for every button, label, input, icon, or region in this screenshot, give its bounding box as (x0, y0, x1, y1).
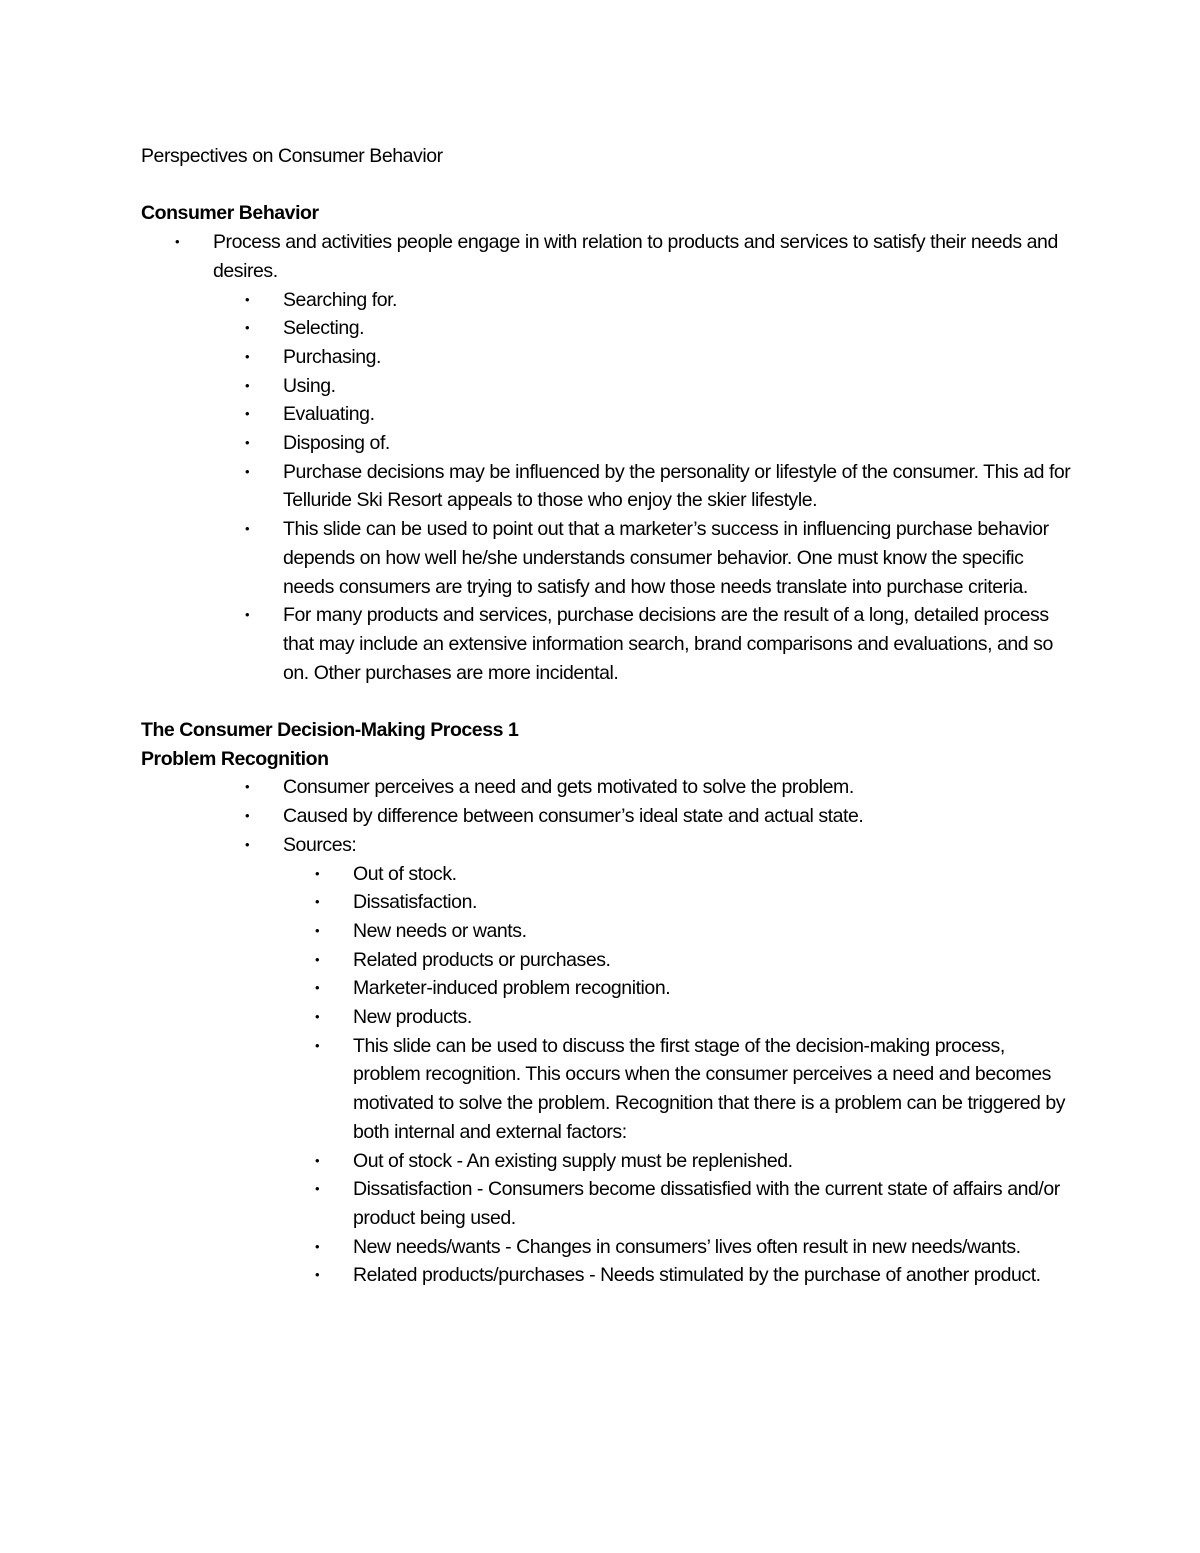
bullet-icon: • (314, 1009, 320, 1025)
list-item-text: Searching for. (283, 288, 398, 311)
bullet-icon: • (244, 607, 250, 623)
bullet-icon: • (244, 435, 250, 451)
list-item (141, 946, 1076, 975)
section-subheading: Problem Recognition (141, 747, 329, 770)
bullet-icon: • (174, 234, 180, 250)
list-item (141, 429, 1076, 458)
bullet-list (141, 773, 1076, 859)
bullet-icon: • (314, 1238, 320, 1254)
list-item-text: Purchase decisions may be influenced by the personality or lifestyle of the consumer. This ad for Telluride Ski Resort appeals to those who enjoy the skier lifestyle. (283, 460, 1071, 512)
spacer (141, 687, 1076, 716)
list-item (141, 1233, 1076, 1262)
bullet-icon: • (244, 463, 250, 479)
bullet-icon: • (244, 377, 250, 393)
list-item-text: New products. (353, 1006, 472, 1029)
list-item-text: Marketer-induced problem recognition. (353, 977, 671, 1000)
list-item (141, 974, 1076, 1003)
bullet-icon: • (314, 1037, 320, 1053)
list-item-text: Purchasing. (283, 345, 382, 368)
list-item (141, 831, 1076, 860)
list-item-text: Selecting. (283, 317, 365, 340)
list-item-text: Consumer perceives a need and gets motivated to solve the problem. (283, 776, 854, 799)
list-item-text: Out of stock. (353, 862, 457, 885)
bullet-icon: • (244, 808, 250, 824)
bullet-icon: • (314, 1267, 320, 1283)
spacer (141, 171, 1076, 200)
bullet-icon: • (314, 1152, 320, 1168)
list-item-text: Process and activities people engage in with relation to products and services to satisfy their needs and desires. (213, 231, 1058, 282)
section-heading: The Consumer Decision-Making Process 1 (141, 719, 519, 742)
list-item (141, 1261, 1076, 1290)
list-item (141, 515, 1076, 601)
list-item (141, 601, 1076, 687)
bullet-icon: • (314, 1181, 320, 1197)
sub-bullet-list (141, 860, 1076, 1291)
list-item-text: New needs or wants. (353, 919, 527, 942)
list-item-text: Out of stock - An existing supply must be replenished. (353, 1149, 793, 1172)
sub-bullet-list (141, 286, 1076, 688)
section-decision-making-process (141, 716, 1076, 1290)
bullet-icon: • (314, 980, 320, 996)
list-item-text: For many products and services, purchase decisions are the result of a long, detailed process that may include an extensive information search, brand comparisons and evaluations, and so on. Other purchases are more incidental. (283, 604, 1053, 684)
list-item-text: Related products/purchases - Needs stimulated by the purchase of another product. (353, 1264, 1041, 1287)
list-item (141, 314, 1076, 343)
bullet-icon: • (244, 521, 250, 537)
list-item-text: Dissatisfaction. (353, 891, 477, 914)
list-item-text: Related products or purchases. (353, 948, 611, 971)
list-item (141, 400, 1076, 429)
list-item (141, 888, 1076, 917)
list-item (141, 1175, 1076, 1232)
list-item (141, 860, 1076, 889)
list-item (141, 228, 1076, 285)
bullet-list (141, 228, 1076, 285)
list-item-text: Caused by difference between consumer’s ideal state and actual state. (283, 805, 864, 828)
list-item-text: Dissatisfaction - Consumers become dissatisfied with the current state of affairs and/or product being used. (353, 1178, 1060, 1229)
list-item-text: Using. (283, 374, 336, 397)
list-item (141, 1147, 1076, 1176)
list-item-text: Evaluating. (283, 403, 375, 426)
bullet-icon: • (314, 894, 320, 910)
list-item (141, 773, 1076, 802)
bullet-icon: • (244, 779, 250, 795)
list-item-text: This slide can be used to point out that a marketer’s success in influencing purchase behavior depends on how well he/she understands consumer behavior. One must know the specific needs consumers are trying to satisfy and how those needs translate into purchase criteria. (283, 518, 1049, 598)
list-item-text: Disposing of. (283, 432, 390, 455)
list-item (141, 917, 1076, 946)
list-item-text: This slide can be used to discuss the first stage of the decision-making process, problem recognition. This occurs when the consumer perceives a need and becomes motivated to solve the problem. Recognition that there is a problem can be triggered by both internal and external factors: (353, 1034, 1066, 1143)
section-consumer-behavior (141, 199, 1076, 687)
section-heading: Consumer Behavior (141, 202, 319, 225)
list-item (141, 286, 1076, 315)
bullet-icon: • (244, 406, 250, 422)
list-item (141, 372, 1076, 401)
bullet-icon: • (244, 836, 250, 852)
document-page (141, 142, 1076, 1290)
list-item-text: New needs/wants - Changes in consumers’ lives often result in new needs/wants. (353, 1235, 1021, 1258)
bullet-icon: • (244, 291, 250, 307)
bullet-icon: • (314, 922, 320, 938)
list-item (141, 802, 1076, 831)
list-item (141, 343, 1076, 372)
document-title: Perspectives on Consumer Behavior (141, 145, 443, 167)
bullet-icon: • (314, 865, 320, 881)
list-item (141, 1003, 1076, 1032)
list-item-text: Sources: (283, 833, 357, 856)
list-item (141, 458, 1076, 515)
bullet-icon: • (244, 320, 250, 336)
bullet-icon: • (314, 951, 320, 967)
bullet-icon: • (244, 348, 250, 364)
list-item (141, 1032, 1076, 1147)
